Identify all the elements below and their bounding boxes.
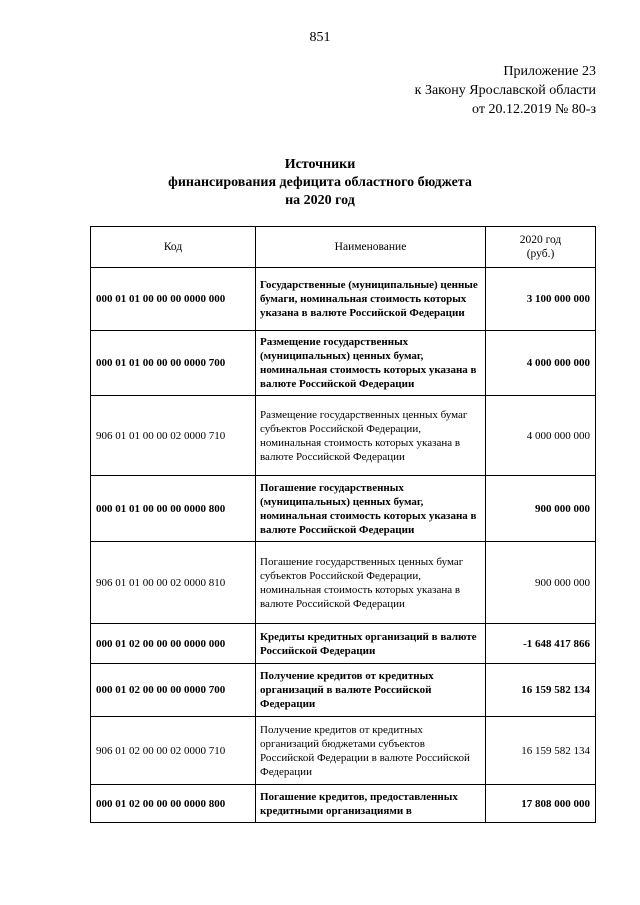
header-amount-year: 2020 год: [519, 234, 562, 246]
annex-line-2: к Закону Ярославской области: [414, 83, 596, 98]
row-code: 000 01 01 00 00 00 0000 800: [91, 476, 256, 542]
table-row: [91, 664, 596, 717]
table-row: [91, 476, 596, 542]
row-amount: -1 648 417 866: [486, 624, 596, 664]
table-row: [91, 717, 596, 785]
row-code: 906 01 02 00 00 02 0000 710: [91, 717, 256, 785]
header-amount: [486, 227, 596, 268]
row-code: 906 01 01 00 00 02 0000 710: [91, 396, 256, 476]
page-number: 851: [309, 30, 331, 45]
row-name: Получение кредитов от кредитных организаций в валюте Российской Федерации: [256, 664, 486, 717]
row-name: Кредиты кредитных организаций в валюте Российской Федерации: [256, 624, 486, 664]
header-code: Код: [91, 227, 256, 268]
table-header-row: [91, 227, 596, 268]
row-name: Размещение государственных (муниципальных) ценных бумаг, номинальная стоимость которых указана в валюте Российской Федерации: [256, 331, 486, 396]
row-amount: 17 808 000 000: [486, 785, 596, 823]
table-row: [91, 396, 596, 476]
row-amount: 16 159 582 134: [486, 717, 596, 785]
row-name: Погашение государственных ценных бумаг субъектов Российской Федерации, номинальная стоимость которых указана в валюте Российской Федерации: [256, 542, 486, 624]
title-line-2: финансирования дефицита областного бюджета: [168, 175, 472, 190]
annex-line-1: Приложение 23: [503, 64, 596, 79]
row-name: Размещение государственных ценных бумаг субъектов Российской Федерации, номинальная стоимость которых указана в валюте Российской Федерации: [256, 396, 486, 476]
table-row: [91, 785, 596, 823]
row-amount: 4 000 000 000: [486, 396, 596, 476]
row-amount: 3 100 000 000: [486, 268, 596, 331]
row-code: 000 01 02 00 00 00 0000 800: [91, 785, 256, 823]
row-name: Погашение кредитов, предоставленных кредитными организациями в: [256, 785, 486, 823]
table-row: [91, 268, 596, 331]
annex-line-3: от 20.12.2019 № 80-з: [472, 102, 596, 117]
row-code: 906 01 01 00 00 02 0000 810: [91, 542, 256, 624]
row-name: Получение кредитов от кредитных организаций бюджетами субъектов Российской Федерации в валюте Российской Федерации: [256, 717, 486, 785]
row-amount: 16 159 582 134: [486, 664, 596, 717]
row-amount: 900 000 000: [486, 476, 596, 542]
document-title: [0, 156, 640, 210]
table-row: [91, 624, 596, 664]
table-row: [91, 542, 596, 624]
row-code: 000 01 02 00 00 00 0000 700: [91, 664, 256, 717]
table-row: [91, 331, 596, 396]
row-amount: 4 000 000 000: [486, 331, 596, 396]
row-code: 000 01 01 00 00 00 0000 000: [91, 268, 256, 331]
title-line-3: на 2020 год: [285, 193, 355, 208]
row-code: 000 01 02 00 00 00 0000 000: [91, 624, 256, 664]
financing-table-container: [90, 226, 595, 823]
financing-table: [90, 226, 596, 823]
header-name: Наименование: [256, 227, 486, 268]
header-amount-unit: (руб.): [526, 248, 555, 260]
row-code: 000 01 01 00 00 00 0000 700: [91, 331, 256, 396]
title-line-1: Источники: [284, 157, 356, 172]
row-amount: 900 000 000: [486, 542, 596, 624]
row-name: Погашение государственных (муниципальных) ценных бумаг, номинальная стоимость которых указана в валюте Российской Федерации: [256, 476, 486, 542]
annex-header: [415, 62, 596, 119]
row-name: Государственные (муниципальные) ценные бумаги, номинальная стоимость которых указана в валюте Российской Федерации: [256, 268, 486, 331]
